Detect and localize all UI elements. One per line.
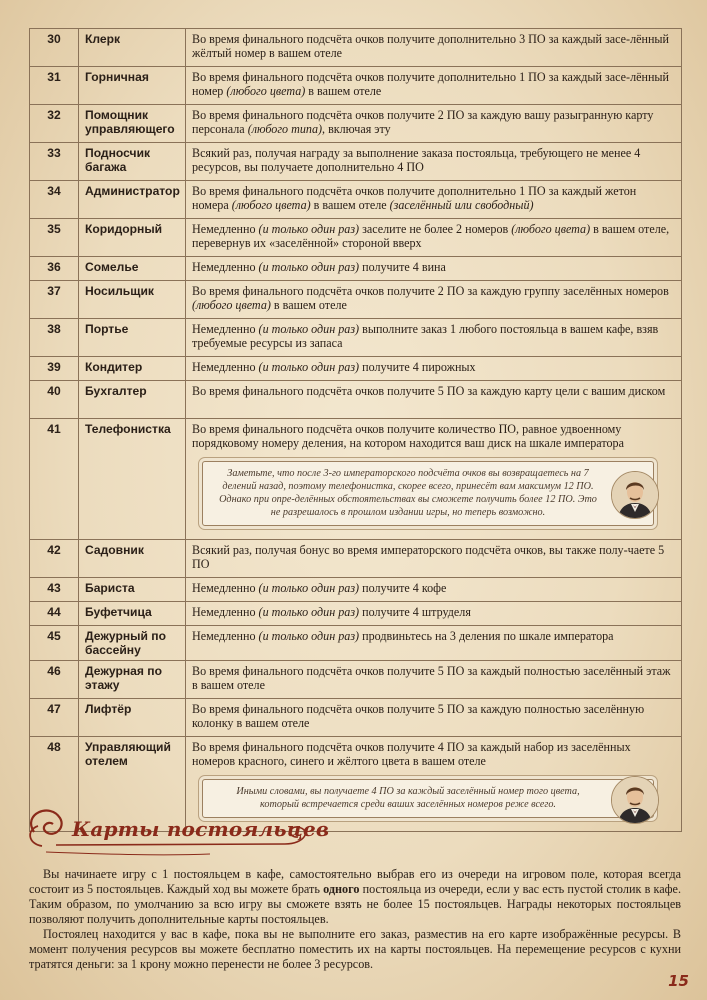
- table-row: [30, 419, 682, 540]
- paragraph: [29, 927, 681, 972]
- text-run: Во время финального подсчёта очков получите количество ПО, равное удвоенному порядковому номеру деления, на котором находится ваш диск на шкале императора: [192, 422, 624, 450]
- text-run: Во время финального подсчёта очков получите дополнительно 3 ПО за каждый засе-лённый жёлтый номер в вашем отеле: [192, 32, 670, 60]
- card-effect: [186, 578, 682, 602]
- card-number: 34: [30, 181, 79, 219]
- card-number: 46: [30, 661, 79, 699]
- bold-text: одного: [323, 882, 360, 896]
- table-row: [30, 602, 682, 626]
- italic-text: (любого цвета): [226, 84, 306, 98]
- card-number: 41: [30, 419, 79, 540]
- card-name: Клерк: [79, 29, 186, 67]
- text-run: Немедленно: [192, 222, 259, 236]
- card-effect: [186, 419, 682, 540]
- table-row: [30, 578, 682, 602]
- italic-text: (любого цвета): [511, 222, 591, 236]
- page-number: 15: [668, 972, 689, 990]
- card-name: Кондитер: [79, 357, 186, 381]
- text-run: Во время финального подсчёта очков получите 2 ПО за каждую группу заселённых номеров: [192, 284, 669, 298]
- card-effect: [186, 281, 682, 319]
- text-run: Немедленно: [192, 360, 259, 374]
- card-number: 47: [30, 699, 79, 737]
- text-run: Всякий раз, получая награду за выполнение заказа постояльца, требующего не менее 4 ресурсов, вы получаете дополнительно 4 ПО: [192, 146, 641, 174]
- card-effect: [186, 626, 682, 661]
- section-title: Карты постояльцев: [72, 817, 330, 841]
- card-name: Садовник: [79, 540, 186, 578]
- table-row: [30, 626, 682, 661]
- card-number: 45: [30, 626, 79, 661]
- table-row: [30, 540, 682, 578]
- text-run: Во время финального подсчёта очков получите 4 ПО за каждый набор из заселённых номеров красного, синего и жёлтого цвета в вашем отеле: [192, 740, 631, 768]
- card-effect: [186, 357, 682, 381]
- card-effect: [186, 29, 682, 67]
- card-number: 38: [30, 319, 79, 357]
- section-heading: [20, 800, 420, 862]
- staff-cards-table: [29, 28, 682, 832]
- table-row: [30, 143, 682, 181]
- table-row: [30, 29, 682, 67]
- card-number: 30: [30, 29, 79, 67]
- card-effect: [186, 381, 682, 419]
- italic-text: (и только один раз): [258, 360, 360, 374]
- card-effect: [186, 67, 682, 105]
- text-run: выполните заказ 1 любого постояльца в вашем кафе, взяв требуемые ресурсы из запаса: [192, 322, 659, 350]
- table-row: [30, 67, 682, 105]
- text-run: Постоялец находится у вас в кафе, пока вы не выполните его заказ, разместив на его карте изображённые ресурсы. В момент получения ресурсов вы можете бесплатно поместить их на карты постояльцев. На перемещение ресурсов с кухни тратятся деньги: за 1 крону можно перенести не более 3 ресурсов.: [29, 927, 681, 971]
- text-run: Всякий раз, получая бонус во время императорского подсчёта очков, вы также полу-чаете 5 ПО: [192, 543, 665, 571]
- italic-text: (и только один раз): [258, 222, 360, 236]
- italic-text: (заселённый или свободный): [389, 198, 534, 212]
- card-number: 32: [30, 105, 79, 143]
- card-name: Дежурный по бассейну: [79, 626, 186, 661]
- card-effect: [186, 105, 682, 143]
- table-row: [30, 181, 682, 219]
- italic-text: (любого цвета): [192, 298, 271, 312]
- text-run: получите 4 штруделя: [359, 605, 471, 619]
- text-run: Немедленно: [192, 260, 259, 274]
- card-number: 44: [30, 602, 79, 626]
- text-run: получите 4 пирожных: [359, 360, 476, 374]
- card-effect: [186, 699, 682, 737]
- card-effect: [186, 143, 682, 181]
- card-effect: [186, 257, 682, 281]
- text-run: , включая эту: [322, 122, 391, 136]
- card-number: 39: [30, 357, 79, 381]
- text-run: в вашем отеле: [270, 298, 347, 312]
- text-run: Немедленно: [192, 322, 259, 336]
- text-run: Во время финального подсчёта очков получите 5 ПО за каждую карту цели с вашим диском: [192, 384, 666, 398]
- card-name: Лифтёр: [79, 699, 186, 737]
- table-row: [30, 281, 682, 319]
- card-number: 37: [30, 281, 79, 319]
- card-number: 35: [30, 219, 79, 257]
- card-name: Администратор: [79, 181, 186, 219]
- table-row: [30, 699, 682, 737]
- text-run: Немедленно: [192, 581, 259, 595]
- table-row: [30, 105, 682, 143]
- italic-text: (и только один раз): [258, 322, 360, 336]
- italic-text: (и только один раз): [258, 260, 360, 274]
- card-name: Дежурная по этажу: [79, 661, 186, 699]
- table-row: [30, 661, 682, 699]
- card-name: Бариста: [79, 578, 186, 602]
- text-run: Немедленно: [192, 605, 259, 619]
- text-run: в вашем отеле, перевернув их «заселённой» стороной вверх: [192, 222, 670, 250]
- card-effect: [186, 602, 682, 626]
- note-text: Иными словами, вы получаете 4 ПО за каждый заселённый номер того цвета, который встречается среди ваших заселённых номеров реже всего.: [236, 786, 580, 810]
- table-row: [30, 357, 682, 381]
- paragraph: [29, 867, 681, 927]
- card-name: Портье: [79, 319, 186, 357]
- table-row: [30, 257, 682, 281]
- table-row: [30, 319, 682, 357]
- card-number: 31: [30, 67, 79, 105]
- card-number: 42: [30, 540, 79, 578]
- card-effect: [186, 219, 682, 257]
- card-number: 33: [30, 143, 79, 181]
- text-run: получите 4 вина: [359, 260, 446, 274]
- card-name: Сомелье: [79, 257, 186, 281]
- card-name: Бухгалтер: [79, 381, 186, 419]
- card-name: Подносчик багажа: [79, 143, 186, 181]
- card-number: 43: [30, 578, 79, 602]
- italic-text: (и только один раз): [258, 629, 360, 643]
- text-run: Немедленно: [192, 629, 259, 643]
- card-effect: [186, 181, 682, 219]
- card-effect: [186, 319, 682, 357]
- card-number: 40: [30, 381, 79, 419]
- text-run: в вашем отеле: [310, 198, 390, 212]
- text-run: Во время финального подсчёта очков получите 2 ПО за каждую вашу разыгранную карту персонала: [192, 108, 654, 136]
- text-run: Вы начинаете игру с 1 постояльцем в кафе, самостоятельно выбрав его из очереди на игровом поле, которая всегда состоит из 5 постояльцев. Каждый ход вы можете брать: [29, 867, 681, 896]
- text-run: постояльца из очереди, если у вас есть пустой столик в кафе. Таким образом, по умолчанию за всю игру вы сможете взять не более 15 постояльцев. Награды некоторых постояльцев позволяют получить дополнительные карты постояльцев.: [29, 882, 681, 926]
- card-name: Телефонистка: [79, 419, 186, 540]
- card-name: Помощник управляющего: [79, 105, 186, 143]
- card-name: Управляющий отелем: [79, 737, 186, 832]
- card-name: Коридорный: [79, 219, 186, 257]
- table-row: [30, 381, 682, 419]
- italic-text: (любого цвета): [231, 198, 311, 212]
- card-name: Буфетчица: [79, 602, 186, 626]
- section-body: [29, 867, 681, 972]
- card-number: 36: [30, 257, 79, 281]
- italic-text: (любого типа): [247, 122, 323, 136]
- text-run: Во время финального подсчёта очков получите 5 ПО за каждую полностью заселённую колонку в вашем отеле: [192, 702, 645, 730]
- butler-portrait-icon: [611, 471, 659, 519]
- card-number: 48: [30, 737, 79, 832]
- text-run: в вашем отеле: [305, 84, 382, 98]
- butler-portrait-icon: [611, 776, 659, 824]
- card-effect: [186, 540, 682, 578]
- text-run: Во время финального подсчёта очков получите 5 ПО за каждый полностью заселённый этаж в вашем отеле: [192, 664, 671, 692]
- text-run: заселите не более 2 номеров: [359, 222, 512, 236]
- card-name: Носильщик: [79, 281, 186, 319]
- text-run: Во время финального подсчёта очков получите дополнительно 1 ПО за каждый засе-лённый номер: [192, 70, 670, 98]
- card-effect: [186, 661, 682, 699]
- table-row: [30, 219, 682, 257]
- text-run: получите 4 кофе: [359, 581, 447, 595]
- italic-text: (и только один раз): [258, 605, 360, 619]
- text-run: продвиньтесь на 3 деления по шкале императора: [359, 629, 614, 643]
- italic-text: (и только один раз): [258, 581, 360, 595]
- designer-note: [202, 461, 654, 526]
- card-name: Горничная: [79, 67, 186, 105]
- note-text: Заметьте, что после 3-го императорского подсчёта очков вы возвращаетесь на 7 делений назад, поэтому телефонистка, скорее всего, принесёт вам максимум 12 ПО. Однако при опре-делённых обстоятельствах вы сможете получить более 12 ПО. Это не разрешалось в прошлом издании игры, но теперь возможно.: [219, 468, 597, 518]
- text-run: Во время финального подсчёта очков получите дополнительно 1 ПО за каждый жетон номера: [192, 184, 637, 212]
